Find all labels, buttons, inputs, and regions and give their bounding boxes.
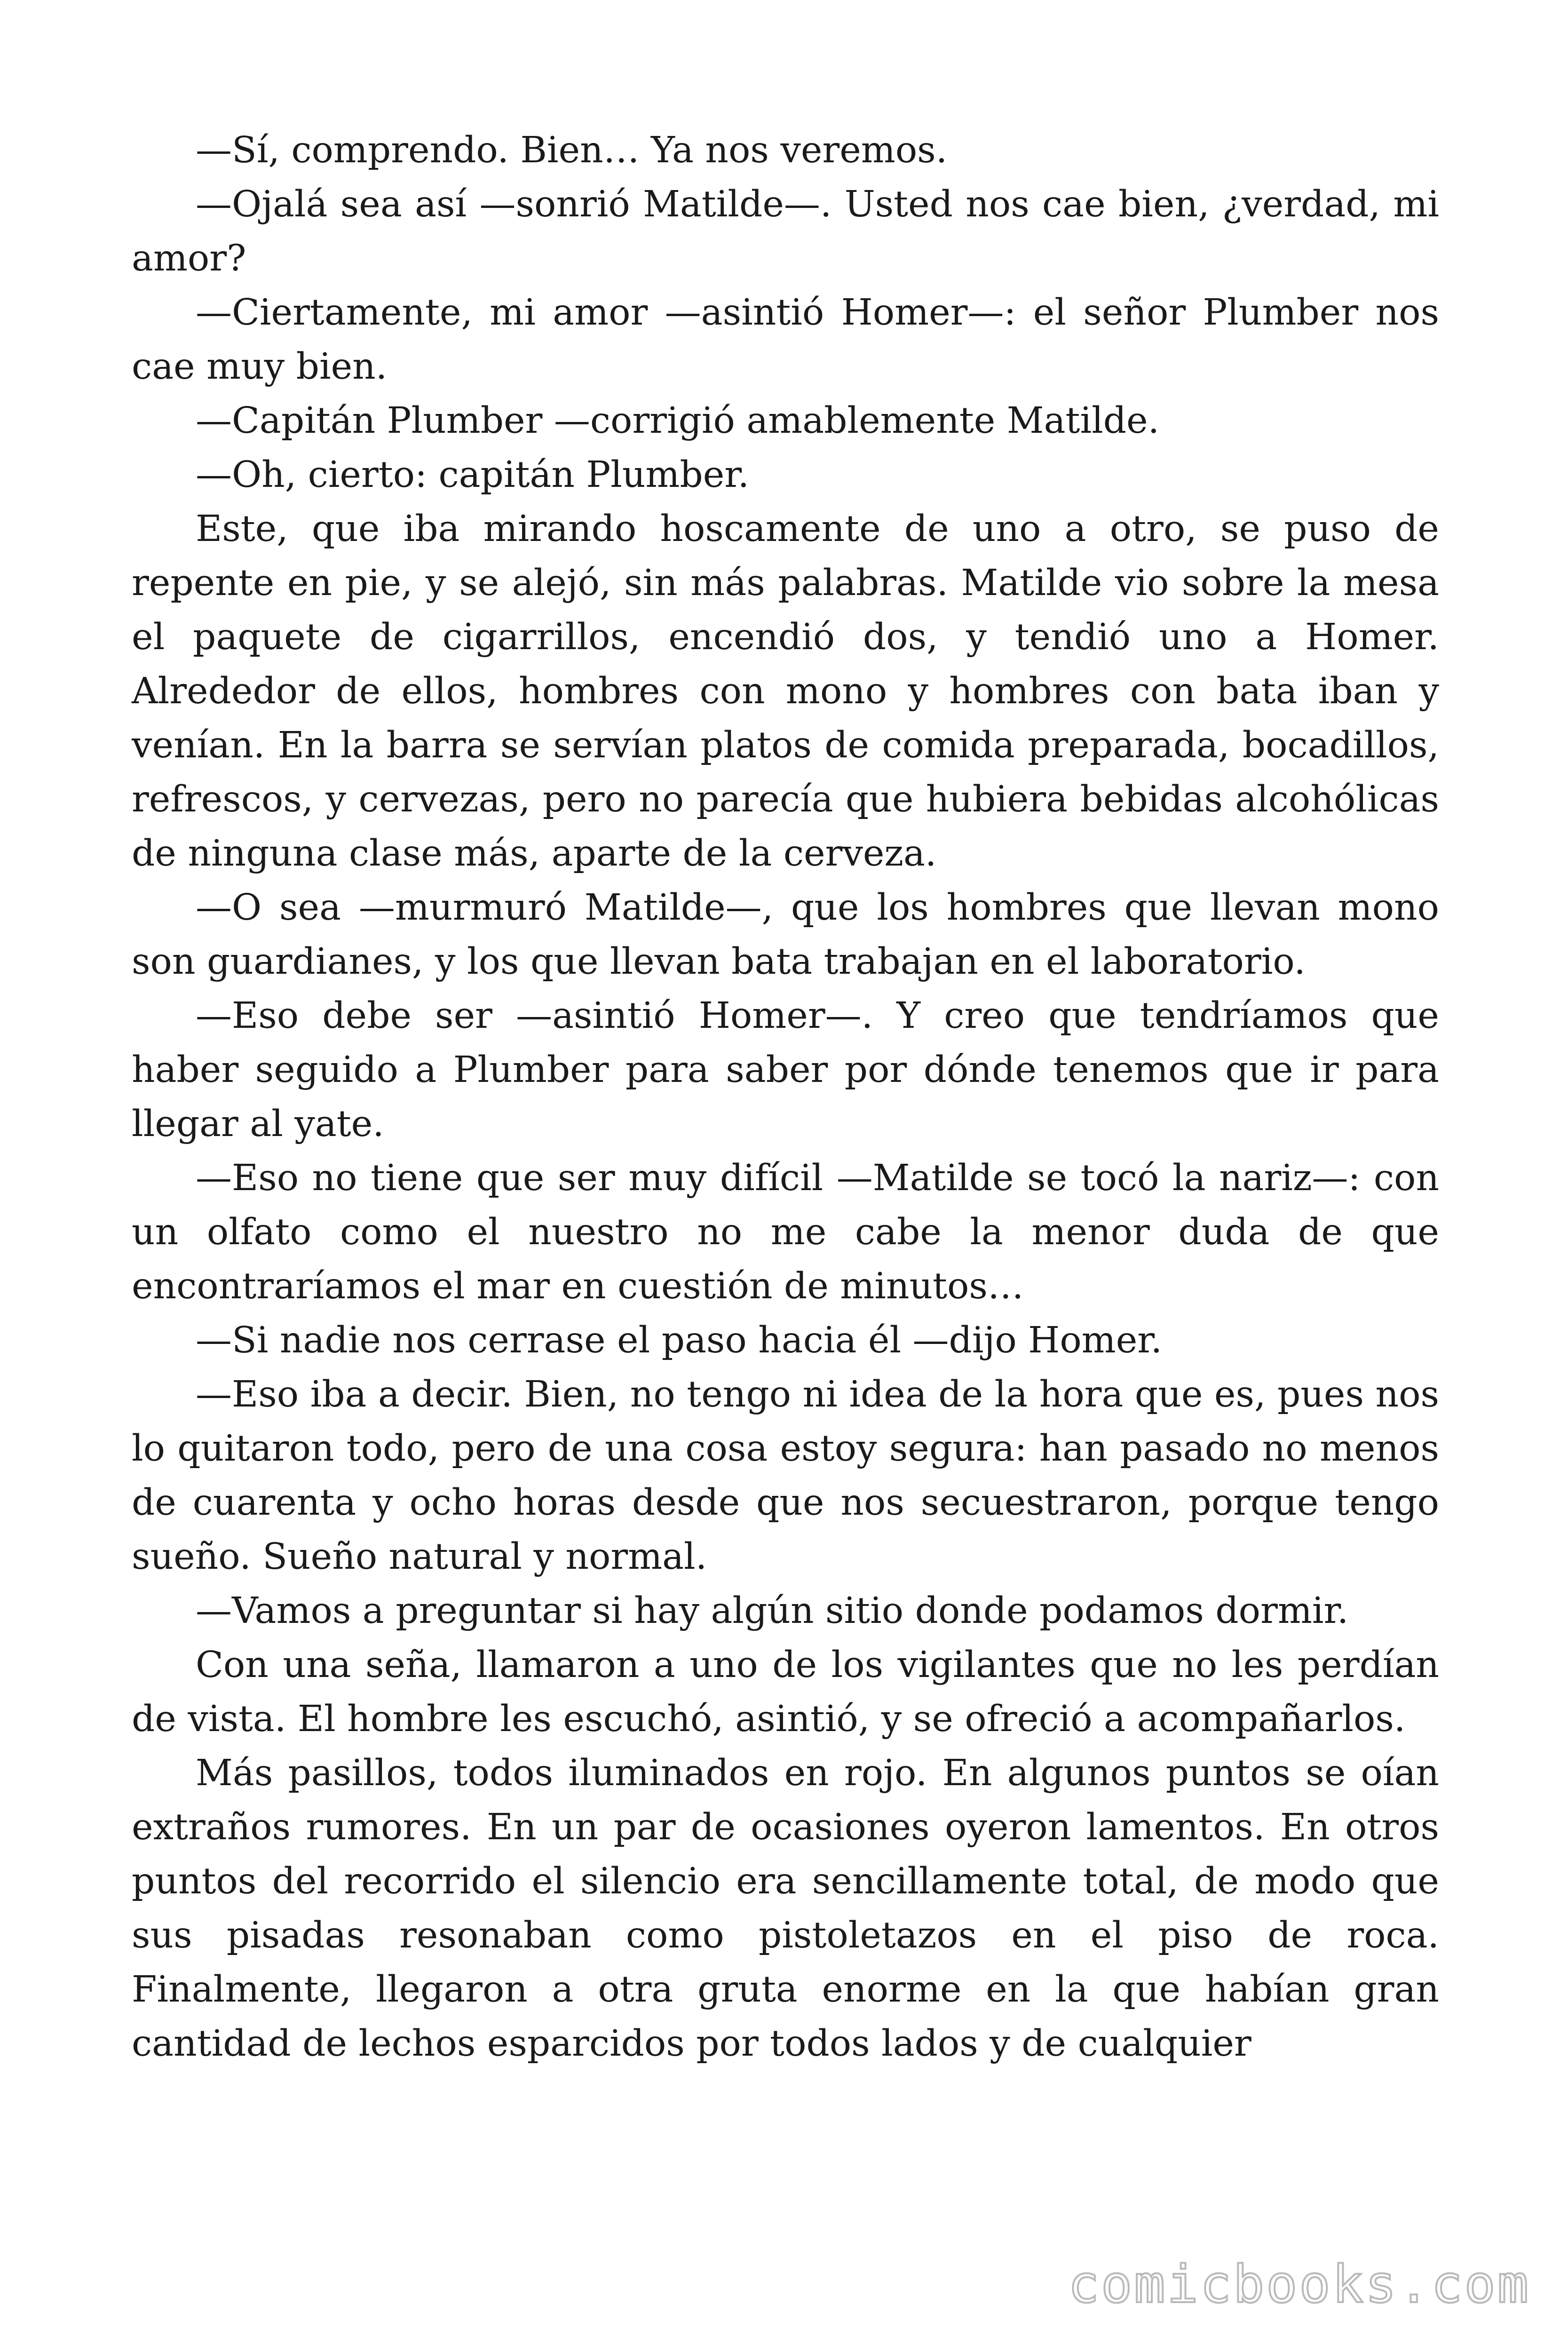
paragraph-8: —Eso debe ser —asintió Homer—. Y creo que tendríamos que haber seguido a Plumber para saber por dónde tenemos que ir para llegar al yate. bbox=[132, 995, 1439, 1145]
watermark-logo: comicbooks.com bbox=[1068, 2254, 1530, 2314]
paragraph-5: —Oh, cierto: capitán Plumber. bbox=[196, 454, 750, 496]
paragraph-11: —Eso iba a decir. Bien, no tengo ni idea de la hora que es, pues nos lo quitaron todo, pero de una cosa estoy segura: han pasado no menos de cuarenta y ocho horas desde que nos secuestraron, porque tengo sueño. Sueño natural y normal. bbox=[132, 1374, 1439, 1578]
paragraph-7: —O sea —murmuró Matilde—, que los hombres que llevan mono son guardianes, y los que llevan bata trabajan en el laboratorio. bbox=[132, 887, 1439, 983]
paragraph-1: —Sí, comprendo. Bien… Ya nos veremos. bbox=[196, 129, 948, 171]
paragraph-10: —Si nadie nos cerrase el paso hacia él —dijo Homer. bbox=[196, 1319, 1163, 1361]
paragraph-12: —Vamos a preguntar si hay algún sitio donde podamos dormir. bbox=[196, 1590, 1349, 1632]
paragraph-13: Con una seña, llamaron a uno de los vigilantes que no les perdían de vista. El hombre les escuchó, asintió, y se ofreció a acompañarlos. bbox=[132, 1644, 1439, 1740]
paragraph-3: —Ciertamente, mi amor —asintió Homer—: el señor Plumber nos cae muy bien. bbox=[132, 292, 1439, 388]
paragraph-14: Más pasillos, todos iluminados en rojo. En algunos puntos se oían extraños rumores. En un par de ocasiones oyeron lamentos. En otros puntos del recorrido el silencio era sencillamente total, de modo que sus pisadas resonaban como pistoletazos en el piso de roca. Finalmente, llegaron a otra gruta enorme en la que habían gran cantidad de lechos esparcidos por todos lados y de cualquier bbox=[132, 1752, 1439, 2065]
paragraph-6: Este, que iba mirando hoscamente de uno a otro, se puso de repente en pie, y se alejó, sin más palabras. Matilde vio sobre la mesa el paquete de cigarrillos, encendió dos, y tendió uno a Homer. Alrededor de ellos, hombres con mono y hombres con bata iban y venían. En la barra se servían platos de comida preparada, bocadillos, refrescos, y cervezas, pero no parecía que hubiera bebidas alcohólicas de ninguna clase más, aparte de la cerveza. bbox=[132, 508, 1439, 874]
paragraph-4: —Capitán Plumber —corrigió amablemente Matilde. bbox=[196, 400, 1160, 442]
paragraph-9: —Eso no tiene que ser muy difícil —Matilde se tocó la nariz—: con un olfato como el nuestro no me cabe la menor duda de que encontraríamos el mar en cuestión de minutos… bbox=[132, 1157, 1439, 1307]
paragraph-2: —Ojalá sea así —sonrió Matilde—. Usted nos cae bien, ¿verdad, mi amor? bbox=[132, 183, 1439, 279]
book-page-text bbox=[132, 123, 1439, 2071]
